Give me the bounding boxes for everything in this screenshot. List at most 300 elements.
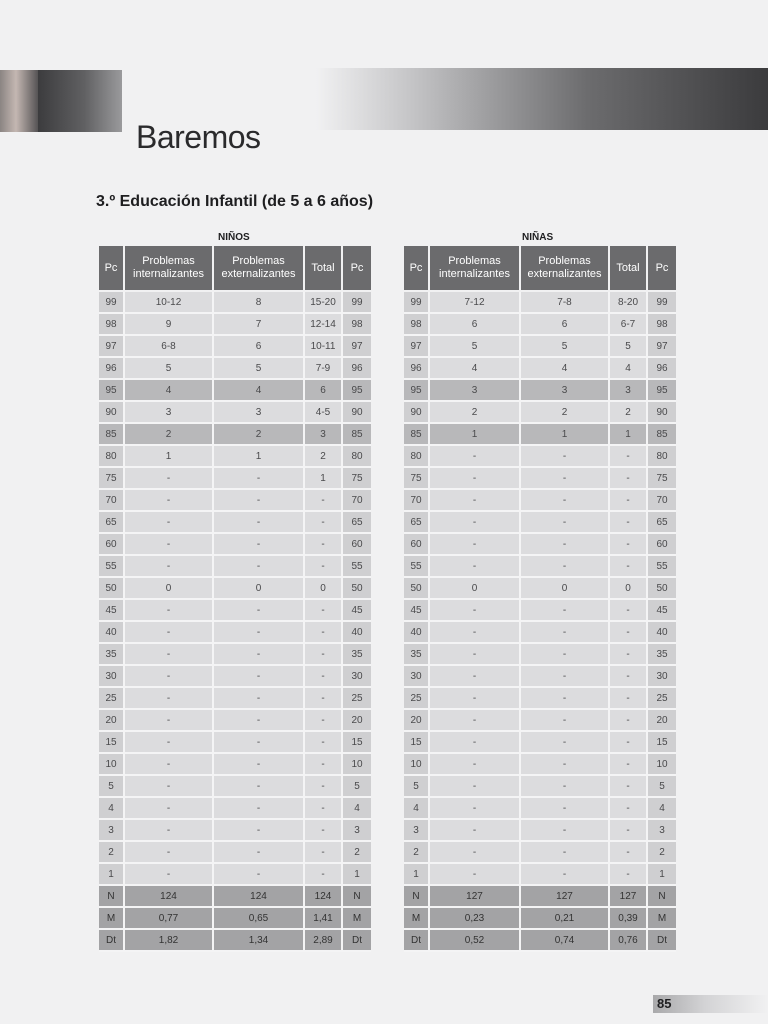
value-cell: 2 — [305, 446, 343, 468]
pc-cell: 97 — [99, 336, 125, 358]
value-cell: - — [430, 600, 521, 622]
pc-cell: 35 — [648, 644, 676, 666]
table-row — [404, 468, 676, 490]
pc-cell: 10 — [343, 754, 371, 776]
value-cell: 0,74 — [521, 930, 610, 952]
value-cell: 124 — [214, 886, 305, 908]
pc-cell: N — [99, 886, 125, 908]
value-cell: 0,39 — [610, 908, 648, 930]
value-cell: - — [521, 512, 610, 534]
table-row — [404, 380, 676, 402]
value-cell: - — [521, 776, 610, 798]
pc-cell: 95 — [99, 380, 125, 402]
pc-cell: 99 — [343, 292, 371, 314]
pc-cell: Dt — [648, 930, 676, 952]
value-cell: - — [521, 754, 610, 776]
pc-cell: 85 — [648, 424, 676, 446]
page-title: Baremos — [136, 119, 261, 156]
pc-cell: 65 — [99, 512, 125, 534]
value-cell: - — [125, 600, 214, 622]
pc-cell: 98 — [648, 314, 676, 336]
pc-cell: N — [343, 886, 371, 908]
value-cell: 6 — [305, 380, 343, 402]
value-cell: - — [125, 468, 214, 490]
pc-cell: 80 — [99, 446, 125, 468]
table-row — [404, 534, 676, 556]
value-cell: - — [214, 732, 305, 754]
pc-cell: 70 — [404, 490, 430, 512]
table-row — [404, 512, 676, 534]
value-cell: - — [305, 512, 343, 534]
value-cell: 124 — [125, 886, 214, 908]
pc-cell: 4 — [648, 798, 676, 820]
value-cell: - — [610, 622, 648, 644]
table-row — [99, 798, 371, 820]
value-cell: - — [430, 732, 521, 754]
pc-cell: M — [404, 908, 430, 930]
table-row — [99, 446, 371, 468]
pc-cell: 98 — [99, 314, 125, 336]
pc-cell: 80 — [343, 446, 371, 468]
value-cell: - — [125, 490, 214, 512]
table-row — [99, 336, 371, 358]
value-cell: - — [521, 534, 610, 556]
pc-cell: 35 — [404, 644, 430, 666]
value-cell: - — [125, 666, 214, 688]
pc-cell: 70 — [343, 490, 371, 512]
value-cell: - — [521, 820, 610, 842]
value-cell: - — [610, 490, 648, 512]
value-cell: - — [610, 688, 648, 710]
value-cell: 124 — [305, 886, 343, 908]
value-cell: 0,76 — [610, 930, 648, 952]
value-cell: - — [521, 842, 610, 864]
pc-cell: 20 — [99, 710, 125, 732]
pc-cell: 85 — [343, 424, 371, 446]
value-cell: 1 — [610, 424, 648, 446]
pc-cell: 30 — [648, 666, 676, 688]
value-cell: - — [521, 490, 610, 512]
value-cell: 3 — [125, 402, 214, 424]
value-cell: 3 — [610, 380, 648, 402]
table-row — [404, 446, 676, 468]
value-cell: - — [125, 864, 214, 886]
table-row — [99, 820, 371, 842]
pc-cell: 20 — [343, 710, 371, 732]
value-cell: 0,65 — [214, 908, 305, 930]
value-cell: - — [125, 556, 214, 578]
value-cell: - — [430, 842, 521, 864]
pc-cell: 80 — [648, 446, 676, 468]
section-title: 3.º Educación Infantil (de 5 a 6 años) — [96, 193, 374, 210]
baremo-table-ninas — [404, 246, 676, 952]
value-cell: 2 — [430, 402, 521, 424]
value-cell: 5 — [430, 336, 521, 358]
pc-cell: 20 — [404, 710, 430, 732]
table-row — [99, 292, 371, 314]
value-cell: - — [214, 534, 305, 556]
value-cell: - — [430, 754, 521, 776]
pc-cell: 50 — [99, 578, 125, 600]
pc-cell: 60 — [404, 534, 430, 556]
value-cell: - — [305, 776, 343, 798]
value-cell: 0 — [214, 578, 305, 600]
table-row — [99, 402, 371, 424]
table-row — [404, 798, 676, 820]
table-row — [99, 534, 371, 556]
value-cell: 8-20 — [610, 292, 648, 314]
pc-cell: 97 — [343, 336, 371, 358]
pc-cell: 2 — [343, 842, 371, 864]
header-gradient-bar — [316, 68, 768, 130]
pc-cell: 85 — [404, 424, 430, 446]
value-cell: 1 — [125, 446, 214, 468]
value-cell: - — [214, 490, 305, 512]
pc-cell: M — [99, 908, 125, 930]
value-cell: - — [521, 666, 610, 688]
table-row — [99, 732, 371, 754]
value-cell: - — [125, 842, 214, 864]
value-cell: - — [610, 666, 648, 688]
pc-cell: 60 — [343, 534, 371, 556]
value-cell: 6 — [214, 336, 305, 358]
table-row — [404, 930, 676, 952]
pc-cell: 20 — [648, 710, 676, 732]
pc-cell: 3 — [404, 820, 430, 842]
pc-cell: 10 — [404, 754, 430, 776]
pc-cell: 96 — [99, 358, 125, 380]
value-cell: - — [610, 776, 648, 798]
value-cell: 15-20 — [305, 292, 343, 314]
pc-cell: 50 — [648, 578, 676, 600]
pc-cell: N — [404, 886, 430, 908]
value-cell: - — [305, 556, 343, 578]
table-row — [404, 732, 676, 754]
pc-cell: 25 — [343, 688, 371, 710]
pc-cell: 5 — [99, 776, 125, 798]
pc-cell: 25 — [99, 688, 125, 710]
value-cell: 127 — [610, 886, 648, 908]
pc-cell: 15 — [648, 732, 676, 754]
column-header: Pc — [99, 246, 125, 292]
pc-cell: M — [343, 908, 371, 930]
value-cell: - — [125, 798, 214, 820]
value-cell: 9 — [125, 314, 214, 336]
value-cell: - — [610, 798, 648, 820]
table-row — [99, 710, 371, 732]
value-cell: 3 — [305, 424, 343, 446]
pc-cell: 2 — [648, 842, 676, 864]
value-cell: - — [521, 798, 610, 820]
value-cell: - — [305, 820, 343, 842]
value-cell: - — [305, 534, 343, 556]
pc-cell: 50 — [404, 578, 430, 600]
value-cell: 5 — [214, 358, 305, 380]
value-cell: 4 — [125, 380, 214, 402]
pc-cell: 99 — [648, 292, 676, 314]
table-row — [404, 776, 676, 798]
value-cell: 4 — [521, 358, 610, 380]
value-cell: - — [214, 820, 305, 842]
pc-cell: 35 — [99, 644, 125, 666]
value-cell: - — [521, 446, 610, 468]
pc-cell: 45 — [99, 600, 125, 622]
table-row — [404, 688, 676, 710]
pc-cell: 1 — [99, 864, 125, 886]
value-cell: - — [430, 864, 521, 886]
value-cell: - — [521, 688, 610, 710]
value-cell: - — [430, 446, 521, 468]
table-row — [404, 358, 676, 380]
value-cell: - — [610, 644, 648, 666]
value-cell: - — [305, 600, 343, 622]
pc-cell: 75 — [343, 468, 371, 490]
value-cell: 5 — [521, 336, 610, 358]
group-label-ninas: NIÑAS — [522, 232, 554, 243]
value-cell: 10-12 — [125, 292, 214, 314]
pc-cell: 96 — [343, 358, 371, 380]
pc-cell: 96 — [648, 358, 676, 380]
value-cell: 4 — [430, 358, 521, 380]
value-cell: - — [214, 776, 305, 798]
value-cell: - — [610, 600, 648, 622]
value-cell: - — [125, 820, 214, 842]
value-cell: - — [305, 622, 343, 644]
value-cell: 5 — [125, 358, 214, 380]
value-cell: - — [430, 644, 521, 666]
pc-cell: 10 — [648, 754, 676, 776]
value-cell: - — [610, 732, 648, 754]
pc-cell: 25 — [648, 688, 676, 710]
value-cell: - — [305, 710, 343, 732]
pc-cell: N — [648, 886, 676, 908]
pc-cell: 75 — [99, 468, 125, 490]
pc-cell: 5 — [404, 776, 430, 798]
value-cell: 0 — [125, 578, 214, 600]
value-cell: - — [610, 512, 648, 534]
pc-cell: 4 — [99, 798, 125, 820]
value-cell: 7-8 — [521, 292, 610, 314]
pc-cell: 25 — [404, 688, 430, 710]
table-row — [404, 622, 676, 644]
value-cell: - — [610, 842, 648, 864]
table-row — [404, 710, 676, 732]
table-row — [99, 600, 371, 622]
table-row — [99, 578, 371, 600]
value-cell: 1 — [430, 424, 521, 446]
value-cell: - — [214, 468, 305, 490]
pc-cell: 40 — [648, 622, 676, 644]
column-header: Total — [305, 246, 343, 292]
pc-cell: Dt — [343, 930, 371, 952]
value-cell: - — [125, 776, 214, 798]
value-cell: 6-7 — [610, 314, 648, 336]
table-row — [99, 556, 371, 578]
pc-cell: 65 — [648, 512, 676, 534]
value-cell: 1,34 — [214, 930, 305, 952]
table-row — [99, 644, 371, 666]
value-cell: - — [430, 710, 521, 732]
value-cell: - — [610, 710, 648, 732]
column-header: Problemas externalizantes — [214, 246, 305, 292]
pc-cell: 2 — [404, 842, 430, 864]
value-cell: - — [214, 798, 305, 820]
value-cell: - — [214, 842, 305, 864]
pc-cell: 70 — [99, 490, 125, 512]
value-cell: - — [214, 512, 305, 534]
pc-cell: 30 — [343, 666, 371, 688]
value-cell: 1,41 — [305, 908, 343, 930]
table-row — [404, 424, 676, 446]
value-cell: - — [125, 512, 214, 534]
pc-cell: 30 — [99, 666, 125, 688]
table-row — [404, 490, 676, 512]
pc-cell: 75 — [648, 468, 676, 490]
pc-cell: 30 — [404, 666, 430, 688]
table-row — [404, 314, 676, 336]
page-number: 85 — [657, 996, 672, 1011]
value-cell: 5 — [610, 336, 648, 358]
value-cell: - — [305, 864, 343, 886]
value-cell: 6 — [521, 314, 610, 336]
value-cell: - — [214, 754, 305, 776]
table-row — [99, 864, 371, 886]
header-photo — [0, 70, 40, 132]
pc-cell: 50 — [343, 578, 371, 600]
value-cell: 127 — [430, 886, 521, 908]
column-header: Problemas internalizantes — [430, 246, 521, 292]
value-cell: 2 — [610, 402, 648, 424]
value-cell: 0,77 — [125, 908, 214, 930]
pc-cell: Dt — [404, 930, 430, 952]
value-cell: - — [610, 468, 648, 490]
table-row — [404, 578, 676, 600]
pc-cell: 95 — [343, 380, 371, 402]
pc-cell: 3 — [99, 820, 125, 842]
pc-cell: 45 — [404, 600, 430, 622]
pc-cell: Dt — [99, 930, 125, 952]
header-dark-box — [38, 70, 122, 132]
value-cell: - — [430, 776, 521, 798]
pc-cell: 5 — [343, 776, 371, 798]
table-row — [404, 402, 676, 424]
value-cell: 127 — [521, 886, 610, 908]
table-row — [99, 424, 371, 446]
value-cell: - — [610, 754, 648, 776]
pc-cell: 65 — [343, 512, 371, 534]
table-row — [404, 600, 676, 622]
value-cell: - — [521, 468, 610, 490]
value-cell: - — [214, 644, 305, 666]
pc-cell: 1 — [404, 864, 430, 886]
value-cell: - — [430, 666, 521, 688]
value-cell: 0 — [305, 578, 343, 600]
value-cell: 0,23 — [430, 908, 521, 930]
value-cell: - — [214, 600, 305, 622]
pc-cell: 80 — [404, 446, 430, 468]
value-cell: - — [430, 622, 521, 644]
group-label-ninos: NIÑOS — [218, 232, 250, 243]
pc-cell: 55 — [404, 556, 430, 578]
table-row — [99, 468, 371, 490]
value-cell: - — [521, 600, 610, 622]
table-row — [99, 380, 371, 402]
value-cell: - — [305, 644, 343, 666]
pc-cell: 45 — [648, 600, 676, 622]
value-cell: 12-14 — [305, 314, 343, 336]
pc-cell: 4 — [343, 798, 371, 820]
pc-cell: 95 — [648, 380, 676, 402]
value-cell: 6 — [430, 314, 521, 336]
pc-cell: 3 — [648, 820, 676, 842]
value-cell: 0 — [430, 578, 521, 600]
value-cell: 0,52 — [430, 930, 521, 952]
value-cell: 4 — [610, 358, 648, 380]
value-cell: - — [521, 622, 610, 644]
value-cell: - — [610, 820, 648, 842]
value-cell: 7-12 — [430, 292, 521, 314]
pc-cell: 15 — [404, 732, 430, 754]
pc-cell: 40 — [404, 622, 430, 644]
value-cell: - — [430, 798, 521, 820]
value-cell: 8 — [214, 292, 305, 314]
value-cell: 3 — [214, 402, 305, 424]
value-cell: - — [125, 754, 214, 776]
value-cell: 4 — [214, 380, 305, 402]
table-row — [404, 864, 676, 886]
column-header: Pc — [648, 246, 676, 292]
value-cell: 2 — [125, 424, 214, 446]
value-cell: 3 — [430, 380, 521, 402]
baremo-table-ninos — [99, 246, 371, 952]
value-cell: - — [305, 732, 343, 754]
table-row — [99, 842, 371, 864]
value-cell: - — [430, 534, 521, 556]
value-cell: - — [214, 556, 305, 578]
value-cell: - — [214, 688, 305, 710]
pc-cell: 4 — [404, 798, 430, 820]
value-cell: 10-11 — [305, 336, 343, 358]
value-cell: 1 — [521, 424, 610, 446]
pc-cell: 55 — [343, 556, 371, 578]
value-cell: - — [521, 556, 610, 578]
value-cell: - — [305, 798, 343, 820]
pc-cell: 65 — [404, 512, 430, 534]
table-row — [99, 314, 371, 336]
pc-cell: M — [648, 908, 676, 930]
value-cell: - — [125, 622, 214, 644]
value-cell: - — [305, 688, 343, 710]
value-cell: - — [214, 710, 305, 732]
table-row — [99, 622, 371, 644]
value-cell: - — [430, 556, 521, 578]
value-cell: - — [125, 534, 214, 556]
pc-cell: 15 — [343, 732, 371, 754]
value-cell: 0 — [610, 578, 648, 600]
table-row — [404, 842, 676, 864]
column-header: Problemas internalizantes — [125, 246, 214, 292]
column-header: Total — [610, 246, 648, 292]
table-row — [404, 644, 676, 666]
value-cell: - — [214, 622, 305, 644]
value-cell: - — [610, 864, 648, 886]
pc-cell: 98 — [404, 314, 430, 336]
table-row — [99, 930, 371, 952]
value-cell: 2 — [214, 424, 305, 446]
value-cell: - — [305, 842, 343, 864]
pc-cell: 55 — [648, 556, 676, 578]
pc-cell: 60 — [99, 534, 125, 556]
